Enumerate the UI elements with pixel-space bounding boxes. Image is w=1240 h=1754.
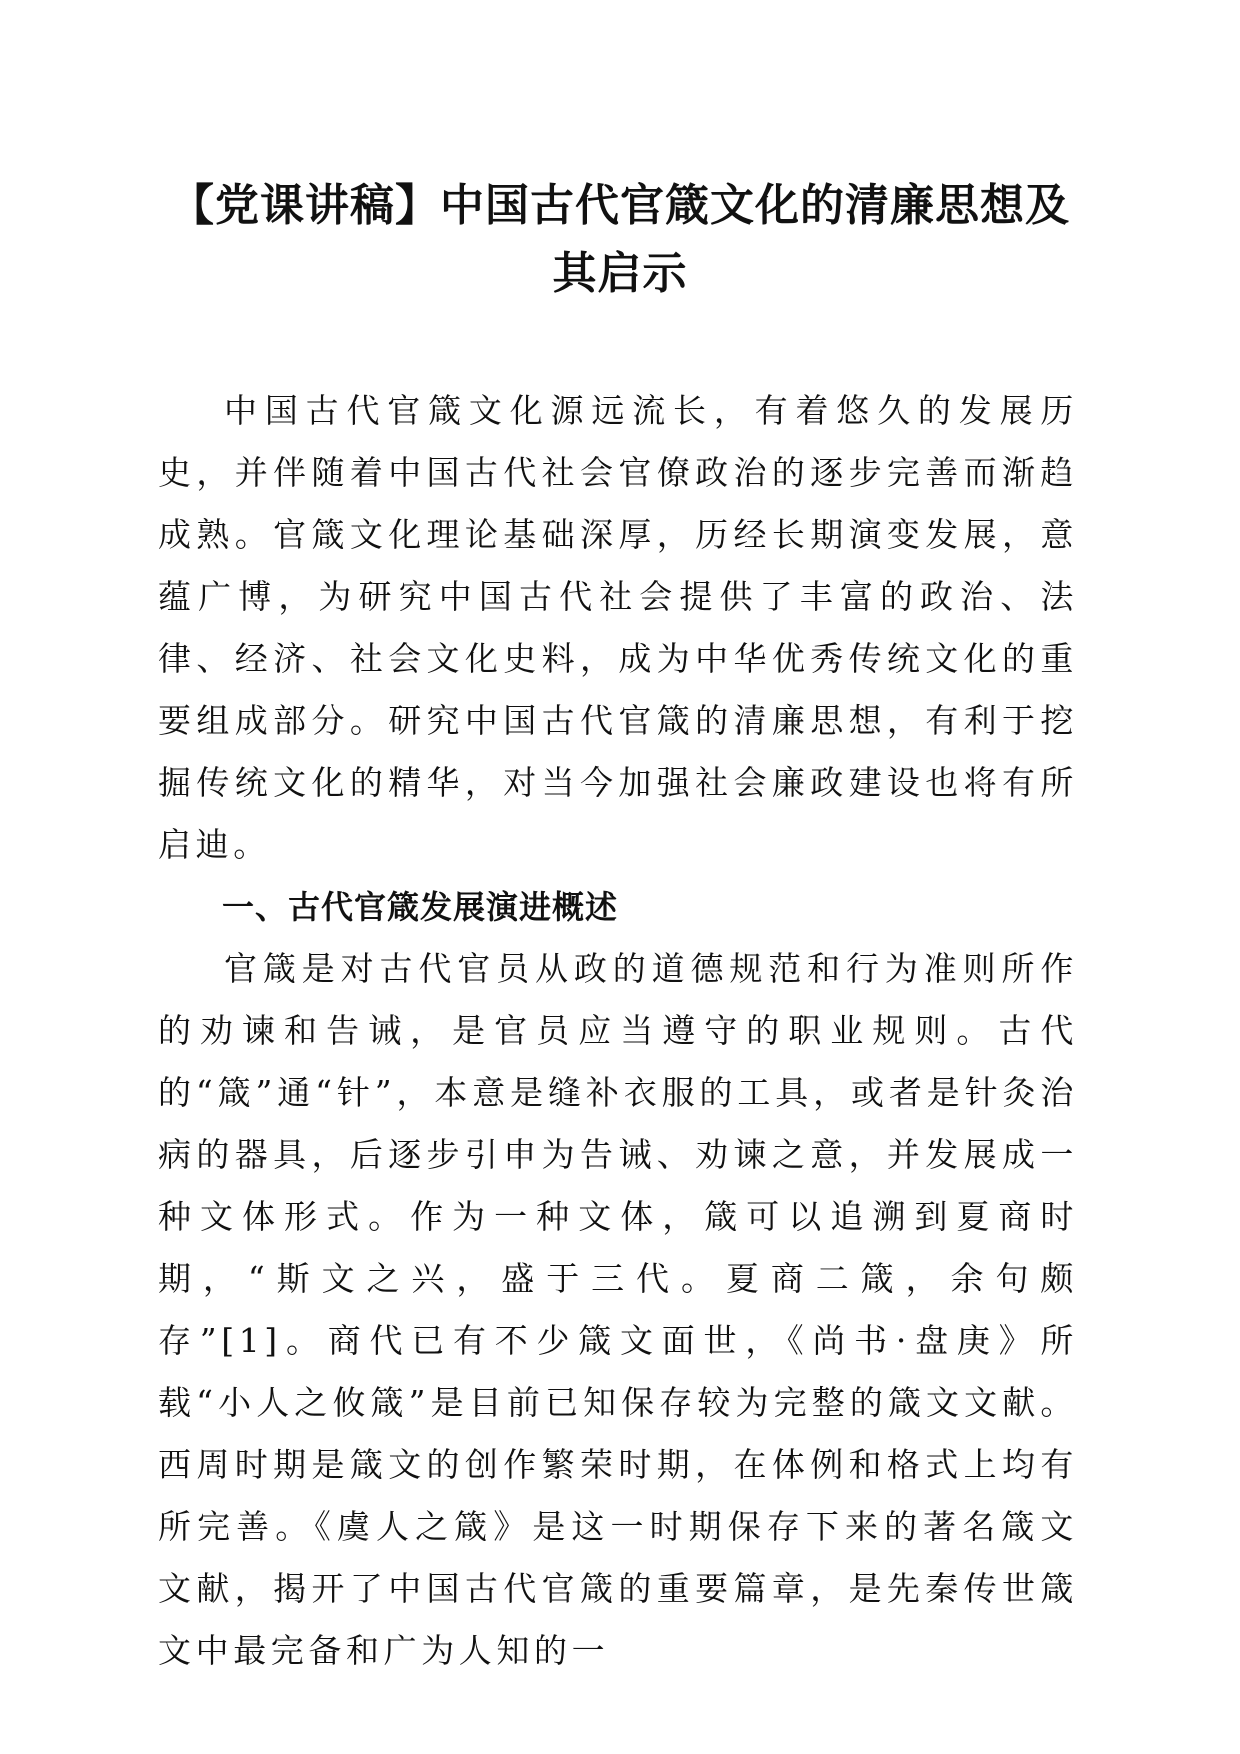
intro-paragraph: 中国古代官箴文化源远流长，有着悠久的发展历史，并伴随着中国古代社会官僚政治的逐步完善而渐趋成熟。官箴文化理论基础深厚，历经长期演变发展，意蕴广博，为研究中国古代社会提供了丰富的政治、法律、经济、社会文化史料，成为中华优秀传统文化的重要组成部分。研究中国古代官箴的清廉思想，有利于挖掘传统文化的精华，对当今加强社会廉政建设也将有所启迪。 [158,391,1078,864]
section-1-heading: 一、古代官箴发展演进概述 [222,888,619,926]
section-1-paragraph: 官箴是对古代官员从政的道德规范和行为准则所作的劝谏和告诫，是官员应当遵守的职业规则。古代的“箴”通“针”，本意是缝补衣服的工具，或者是针灸治病的器具，后逐步引申为告诫、劝谏之意，并发展成一种文体形式。作为一种文体，箴可以追溯到夏商时期，“斯文之兴，盛于三代。夏商二箴，余句颇存”[1]。商代已有不少箴文面世，《尚书·盘庚》所载“小人之攸箴”是目前已知保存较为完整的箴文文献。西周时期是箴文的创作繁荣时期，在体例和格式上均有所完善。《虞人之箴》是这一时期保存下来的著名箴文文献，揭开了中国古代官箴的重要篇章，是先秦传世箴文中最完备和广为人知的一 [158,949,1078,1670]
document-title-line-1: 【党课讲稿】中国古代官箴文化的清廉思想及 [170,180,1070,231]
document-body [158,380,1078,1682]
document-title-line-2: 其启示 [552,248,688,299]
